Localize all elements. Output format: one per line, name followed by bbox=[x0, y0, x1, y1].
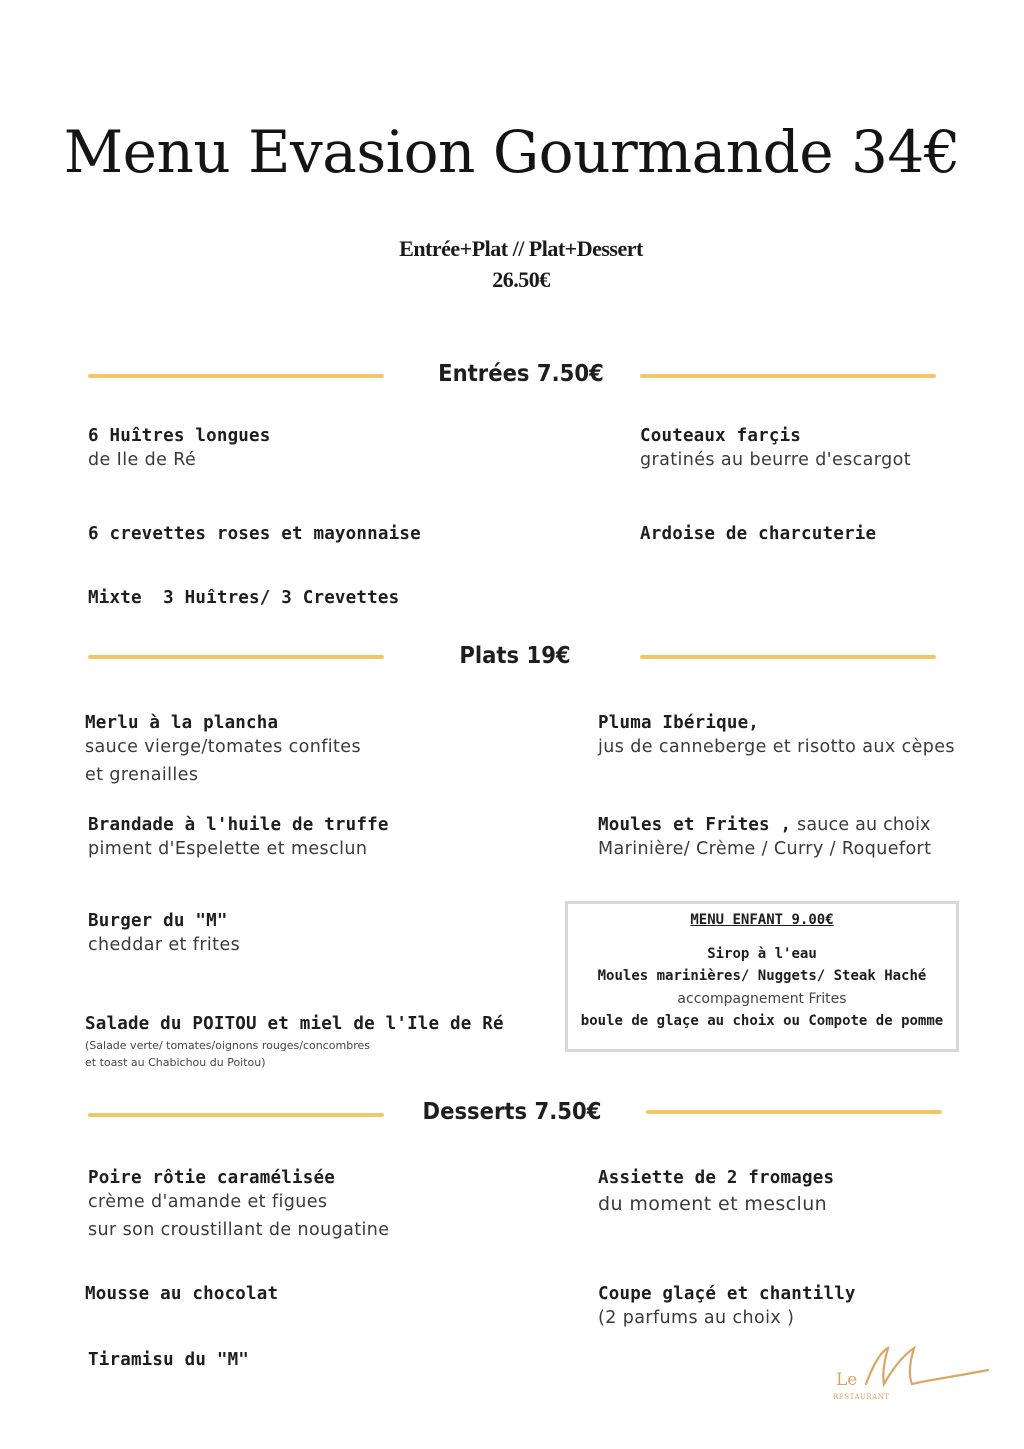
kids-menu-drink: Sirop à l'eau bbox=[707, 946, 817, 962]
item-description: crème d'amande et figues bbox=[88, 1192, 328, 1212]
section-title-desserts: Desserts 7.50€ bbox=[422, 1099, 602, 1125]
item-description: piment d'Espelette et mesclun bbox=[88, 839, 368, 859]
menu-item bbox=[88, 588, 399, 608]
item-name-text: Moules et Frites , bbox=[598, 815, 792, 835]
logo-restaurant-text: RESTAURANT bbox=[833, 1393, 890, 1401]
section-rule-left bbox=[88, 655, 384, 659]
item-name: Salade du POITOU et miel de l'Ile de Ré bbox=[85, 1014, 504, 1034]
menu-item bbox=[88, 1168, 389, 1244]
item-name: Coupe glaçé et chantilly bbox=[598, 1284, 856, 1304]
item-name: Couteaux farçis bbox=[640, 426, 802, 446]
item-description: (2 parfums au choix ) bbox=[598, 1308, 795, 1328]
menu-item bbox=[640, 426, 911, 474]
menu-item bbox=[598, 713, 955, 761]
section-title-plats: Plats 19€ bbox=[459, 643, 571, 669]
kids-menu-title: MENU ENFANT 9.00€ bbox=[690, 912, 834, 928]
item-description: de Ile de Ré bbox=[88, 450, 197, 470]
kids-menu-mains: Moules marinières/ Nuggets/ Steak Haché bbox=[597, 968, 927, 984]
item-name: Ardoise de charcuterie bbox=[640, 524, 877, 544]
item-description: jus de canneberge et risotto aux cèpes bbox=[598, 737, 955, 757]
section-title-entrees: Entrées 7.50€ bbox=[438, 361, 604, 387]
section-rule-right bbox=[640, 655, 936, 659]
item-name: 6 crevettes roses et mayonnaise bbox=[88, 524, 421, 544]
section-rule-left bbox=[88, 1113, 384, 1117]
item-name: Burger du "M" bbox=[88, 911, 228, 931]
menu-item bbox=[88, 1350, 249, 1370]
kids-menu-dessert: boule de glaçe au choix ou Compote de pomme bbox=[580, 1013, 944, 1029]
menu-title: Menu Evasion Gourmande 34€ bbox=[63, 118, 961, 186]
section-rule-left bbox=[88, 374, 384, 378]
item-description: gratinés au beurre d'escargot bbox=[640, 450, 911, 470]
formula-price: 26.50€ bbox=[492, 267, 550, 292]
menu-item bbox=[88, 524, 421, 544]
item-name: Pluma Ibérique, bbox=[598, 713, 760, 733]
formula-options: Entrée+Plat // Plat+Dessert bbox=[399, 236, 643, 261]
formula-block bbox=[0, 233, 1024, 295]
restaurant-logo-icon bbox=[858, 1340, 993, 1400]
item-small-note: (Salade verte/ tomates/oignons rouges/concombres bbox=[85, 1039, 371, 1052]
menu-item bbox=[88, 426, 271, 474]
menu-item bbox=[88, 911, 240, 959]
menu-item bbox=[85, 713, 361, 789]
menu-item bbox=[598, 1168, 834, 1220]
item-inline-note: sauce au choix bbox=[791, 815, 931, 835]
section-rule-right bbox=[640, 374, 936, 378]
menu-item bbox=[85, 1014, 504, 1071]
item-description: sauce vierge/tomates confites bbox=[85, 737, 361, 757]
menu-item bbox=[598, 815, 931, 863]
section-rule-right bbox=[646, 1110, 942, 1114]
item-name: Assiette de 2 fromages bbox=[598, 1168, 835, 1188]
item-name: Tiramisu du "M" bbox=[88, 1350, 250, 1370]
menu-item bbox=[85, 1284, 278, 1304]
item-description: Marinière/ Crème / Curry / Roquefort bbox=[598, 839, 932, 859]
menu-item bbox=[88, 815, 389, 863]
item-description: sur son croustillant de nougatine bbox=[88, 1220, 390, 1240]
item-name: Merlu à la plancha bbox=[85, 713, 279, 733]
item-description: et grenailles bbox=[85, 765, 199, 785]
item-name: Brandade à l'huile de truffe bbox=[88, 815, 389, 835]
item-name: Poire rôtie caramélisée bbox=[88, 1168, 335, 1188]
logo-le-text: Le bbox=[836, 1370, 858, 1390]
item-name bbox=[598, 815, 931, 835]
item-description: cheddar et frites bbox=[88, 935, 241, 955]
item-name: Mixte 3 Huîtres/ 3 Crevettes bbox=[88, 588, 400, 608]
item-name: Mousse au chocolat bbox=[85, 1284, 279, 1304]
item-small-note: et toast au Chabichou du Poitou) bbox=[85, 1056, 266, 1069]
item-name: 6 Huîtres longues bbox=[88, 426, 271, 446]
kids-menu-side: accompagnement Frites bbox=[677, 991, 847, 1007]
menu-item bbox=[640, 524, 876, 544]
menu-item bbox=[598, 1284, 856, 1332]
kids-menu-box bbox=[565, 901, 959, 1052]
item-description: du moment et mesclun bbox=[598, 1193, 828, 1215]
